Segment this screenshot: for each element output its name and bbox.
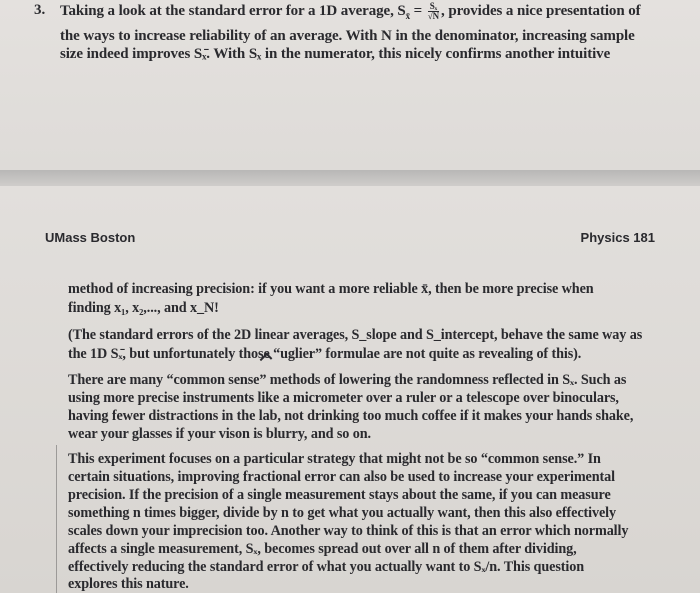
equals-sign: = [410, 2, 426, 19]
paragraph-3-line: wear your glasses if your vison is blurry, and so on. [68, 426, 371, 442]
question-line-2: the ways to increase reliability of an average. With N in the denominator, increasing sample [60, 28, 635, 44]
paragraph-3-line: having fewer distractions in the lab, not drinking too much coffee if it makes your hands shake, [68, 408, 634, 424]
institution-header: UMass Boston [45, 230, 136, 245]
paragraph-3-line: There are many “common sense” methods of lowering the randomness reflected in Sₓ. Such as [68, 372, 627, 388]
paragraph-1-line: finding x₁, x₂,..., and x_N! [68, 300, 219, 316]
question-line-1-end: , provides a nice presentation of [441, 2, 641, 19]
question-line-1 [60, 2, 641, 21]
paragraph-2-line: (The standard errors of the 2D linear averages, S_slope and S_intercept, behave the same way as [68, 327, 643, 343]
xbar-subscript: x̄ [405, 10, 411, 21]
paragraph-4-line: precision. If the precision of a single measurement stays about the same, if you can measure [68, 487, 611, 503]
question-line-1-text: Taking a look at the standard error for a 1D average, S [60, 2, 406, 19]
fraction-denominator: √N [427, 11, 440, 21]
page-top-sheet [0, 0, 700, 170]
paragraph-4-line: explores this nature. [68, 576, 189, 592]
paragraph-4-line: certain situations, improving fractional error can also be used to increase your experimental [68, 469, 615, 485]
question-line-3: size indeed improves Sₓ̄. With Sₓ in the numerator, this nicely confirms another intuitive [60, 46, 611, 62]
paragraph-3-line: using more precise instruments like a micrometer over a ruler or a telescope over binoculars, [68, 390, 619, 406]
paragraph-4-line: This experiment focuses on a particular strategy that might not be so “common sense.” In [68, 451, 601, 467]
paragraph-2-line: the 1D Sₓ̄, but unfortunately those “uglier” formulae are not quite as revealing of this). [68, 346, 582, 362]
paragraph-1-line: method of increasing precision: if you want a more reliable x̄, then be more precise when [68, 281, 594, 297]
question-number: 3. [34, 2, 46, 18]
paragraph-4-line: affects a single measurement, Sₓ, becomes spread out over all n of them after dividing, [68, 541, 577, 557]
page-divider-band [0, 170, 700, 186]
fraction-numerator: Sₓ [429, 1, 438, 11]
paragraph-4-line: scales down your imprecision too. Another way to think of this is that an error which normally [68, 523, 629, 539]
margin-line [56, 445, 57, 593]
course-header: Physics 181 [580, 230, 655, 245]
paragraph-4-line: effectively reducing the standard error of what you actually want to Sₓ/n. This question [68, 559, 585, 575]
standard-error-fraction [428, 2, 439, 21]
paragraph-4-line: something n times bigger, divide by n to get what you actually want, then this also effectively [68, 505, 617, 521]
